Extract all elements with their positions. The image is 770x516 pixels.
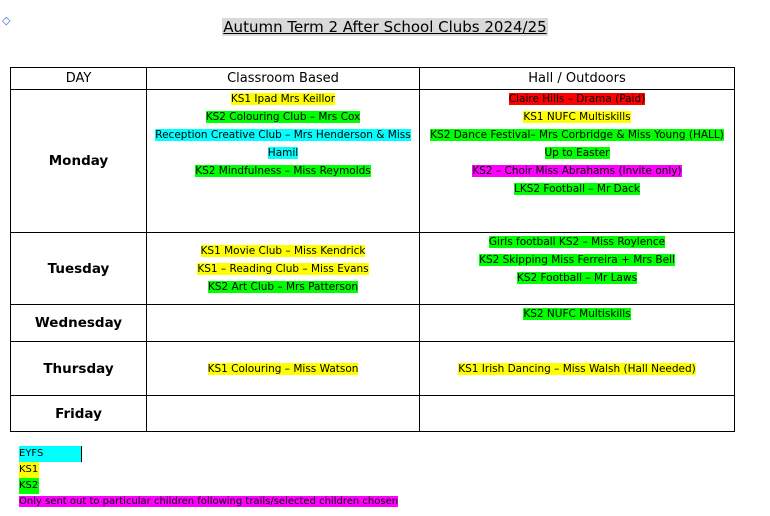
key-eyfs: EYFS (19, 446, 82, 462)
club-entry: KS1 Ipad Mrs Keillor (230, 93, 336, 105)
header-classroom: Classroom Based (147, 68, 420, 90)
day-cell: Friday (11, 396, 147, 432)
classroom-cell (147, 90, 420, 233)
classroom-cell (147, 342, 420, 396)
page-title: Autumn Term 2 After School Clubs 2024/25 (223, 18, 547, 36)
header-row (11, 68, 735, 90)
club-entry: KS1 NUFC Multiskills (523, 111, 631, 123)
table-row (11, 342, 735, 396)
key-selected: Only sent out to particular children following trails/selected children chosen (19, 496, 399, 507)
club-entry: KS2 Skipping Miss Ferreira + Mrs Bell (479, 254, 675, 266)
club-entry: Claire Hills – Drama (Paid) (508, 93, 646, 105)
club-entry: KS2 Art Club – Mrs Patterson (207, 281, 359, 293)
club-entry: KS2 Dance Festival– Mrs Corbridge & Miss Young (HALL) (430, 129, 724, 141)
day-cell: Thursday (11, 342, 147, 396)
hall-cell (420, 233, 735, 305)
classroom-cell (147, 305, 420, 342)
club-entry: KS1 Movie Club – Miss Kendrick (200, 245, 366, 257)
club-entry: KS1 – Reading Club – Miss Evans (197, 263, 369, 275)
table-row (11, 396, 735, 432)
table-row (11, 233, 735, 305)
day-cell: Monday (11, 90, 147, 233)
header-hall: Hall / Outdoors (420, 68, 735, 90)
club-entry: KS1 Irish Dancing – Miss Walsh (Hall Needed) (458, 362, 696, 375)
classroom-cell (147, 233, 420, 305)
club-entry: KS2 Mindfulness – Miss Reymolds (195, 165, 371, 177)
key-ks2: KS2 (19, 478, 39, 494)
clubs-table (10, 67, 735, 432)
club-entry: KS2 – Choir Miss Abrahams (Invite only) (472, 165, 682, 177)
classroom-cell (147, 396, 420, 432)
hall-cell (420, 396, 735, 432)
colour-key (19, 446, 398, 510)
club-entry: KS2 Colouring Club – Mrs Cox (205, 111, 361, 123)
club-entry: LKS2 Football – Mr Dack (514, 183, 640, 195)
key-ks1: KS1 (19, 462, 39, 478)
table-row (11, 90, 735, 233)
table-row (11, 305, 735, 342)
diamond-icon: ◇ (2, 14, 11, 27)
header-day: DAY (11, 68, 147, 90)
club-entry: KS1 Colouring – Miss Watson (207, 362, 359, 375)
hall-cell (420, 342, 735, 396)
club-entry: Up to Easter (544, 147, 610, 159)
club-entry: KS2 Football – Mr Laws (516, 272, 638, 284)
day-cell: Tuesday (11, 233, 147, 305)
club-entry: Girls football KS2 – Miss Roylence (488, 236, 666, 248)
hall-cell (420, 305, 735, 342)
club-entry: KS2 NUFC Multiskills (523, 308, 631, 320)
hall-cell (420, 90, 735, 233)
day-cell: Wednesday (11, 305, 147, 342)
club-entry: Reception Creative Club – Mrs Henderson & Miss (155, 129, 411, 141)
club-entry: Hamil (267, 147, 299, 159)
